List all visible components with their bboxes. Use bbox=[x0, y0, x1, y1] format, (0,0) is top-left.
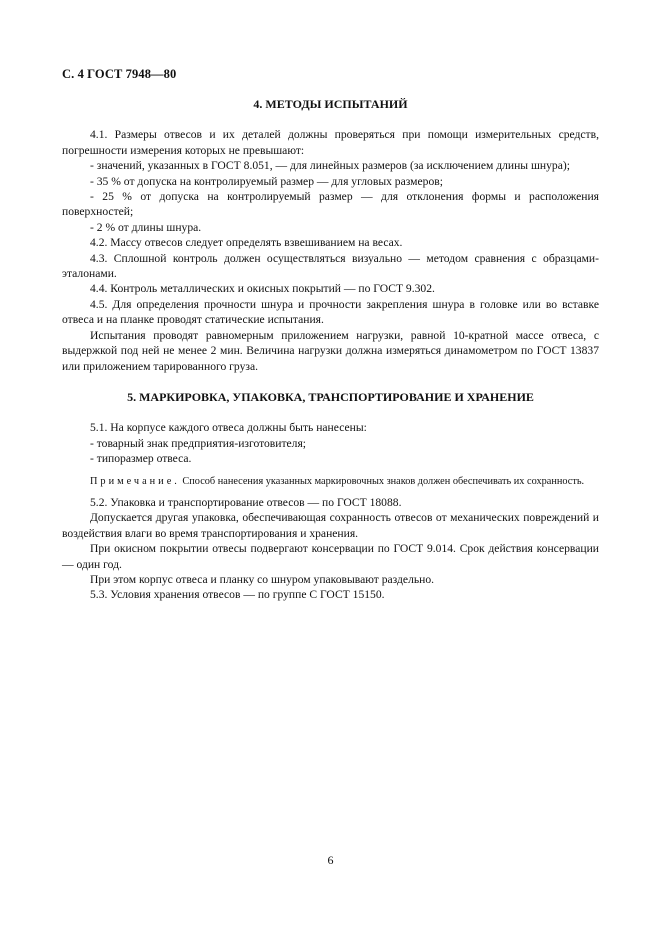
paragraph: Испытания проводят равномерным приложением нагрузки, равной 10-кратной массе отвеса, с выдержкой под ней не менее 2 мин. Величина нагрузки должна измеряться динамометром по ГОСТ 13837 или приложением тарированного груза. bbox=[62, 328, 599, 373]
list-item: - типоразмер отвеса. bbox=[90, 452, 192, 466]
note-label: Примечание. bbox=[90, 475, 180, 487]
page-number: 6 bbox=[327, 853, 334, 867]
section-5-title: 5. МАРКИРОВКА, УПАКОВКА, ТРАНСПОРТИРОВАНИЕ И ХРАНЕНИЕ bbox=[127, 389, 534, 404]
paragraph: 4.5. Для определения прочности шнура и прочности закрепления шнура в головке или во вставке отвеса и на планке проводят статические испытания. bbox=[62, 297, 599, 327]
paragraph: 5.3. Условия хранения отвесов — по группе С ГОСТ 15150. bbox=[90, 588, 385, 602]
paragraph: 5.1. На корпусе каждого отвеса должны быть нанесены: bbox=[90, 421, 367, 435]
list-item: - товарный знак предприятия-изготовителя; bbox=[90, 436, 307, 450]
paragraph: 4.2. Массу отвесов следует определять взвешиванием на весах. bbox=[90, 236, 403, 250]
list-item: - 25 % от допуска на контролируемый размер — для отклонения формы и расположения поверхностей; bbox=[62, 190, 599, 219]
note bbox=[62, 475, 599, 490]
list-item: - значений, указанных в ГОСТ 8.051, — для линейных размеров (за исключением длины шнура); bbox=[90, 159, 570, 173]
list-item: - 35 % от допуска на контролируемый размер — для угловых размеров; bbox=[90, 174, 443, 188]
document-body bbox=[62, 97, 599, 603]
paragraph: 4.3. Сплошной контроль должен осуществляться визуально — методом сравнения с образцами-эталонами. bbox=[62, 251, 599, 281]
paragraph: 5.2. Упаковка и транспортирование отвесов — по ГОСТ 18088. bbox=[90, 496, 402, 510]
paragraph: 4.1. Размеры отвесов и их деталей должны проверяться при помощи измерительных средств, погрешности измерения которых не превышают: bbox=[62, 128, 599, 157]
paragraph: Допускается другая упаковка, обеспечивающая сохранность отвесов от механических повреждений и воздействия влаги во время транспортирования и хранения. bbox=[62, 511, 599, 540]
section-4-title: 4. МЕТОДЫ ИСПЫТАНИЙ bbox=[253, 97, 408, 111]
page-header: С. 4 ГОСТ 7948—80 bbox=[62, 67, 177, 81]
list-item: - 2 % от длины шнура. bbox=[90, 220, 202, 234]
paragraph: 4.4. Контроль металлических и окисных покрытий — по ГОСТ 9.302. bbox=[90, 282, 435, 296]
paragraph: При окисном покрытии отвесы подвергают консервации по ГОСТ 9.014. Срок действия консервации — один год. bbox=[62, 542, 599, 571]
note-text: Способ нанесения указанных маркировочных знаков должен обеспечивать их сохранность. bbox=[179, 475, 585, 487]
paragraph: При этом корпус отвеса и планку со шнуром упаковывают раздельно. bbox=[90, 573, 435, 587]
